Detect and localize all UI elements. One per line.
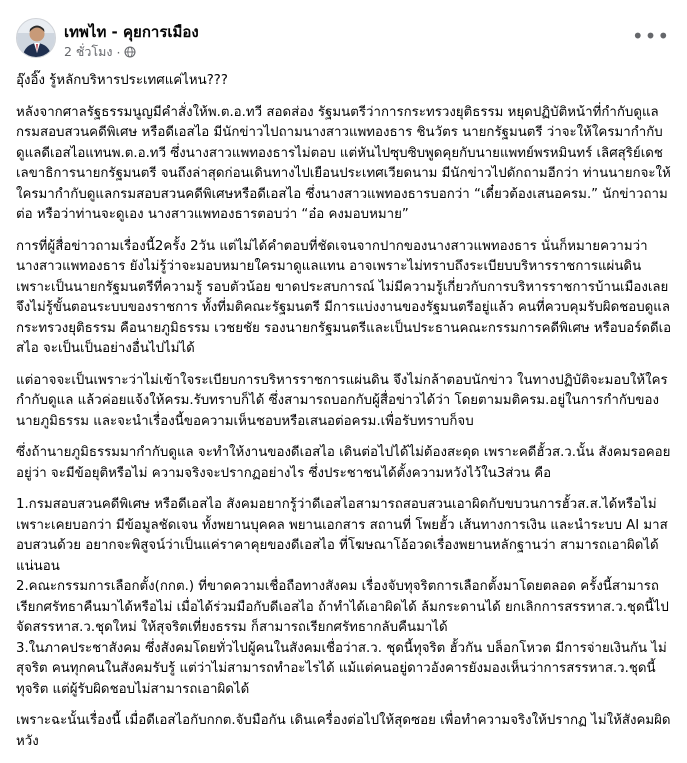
post-header <box>16 18 671 62</box>
post-paragraph: แต่อาจจะเป็นเพราะว่าไม่เข้าใจระเบียบการบริหารราชการแผ่นดิน จึงไม่กล้าตอบนักข่าว ในทางปฏิบัติจะมอบให้ใครกำกับดูแล แล้วค่อยแจ้งให้ครม.รับทราบก็ได้ ซึ่งสามารถบอกกับผู้สื่อข่าวได้ว่า โดยตามมติครม.อยู่ในการกำกับของนายภูมิธรรม และจะนำเรื่องนี้ขอความเห็นชอบหรือเสนอต่อครม.เพื่อรับทราบก็จบ <box>16 372 668 429</box>
post-closing: เพราะฉะนั้นเรื่องนี้ เมื่อดีเอสไอกับกกต.จับมือกัน เดินเครื่องต่อไปให้สุดซอย เพื่อทำความจริงให้ปรากฏ ไม่ให้สังคมผิดหวัง <box>16 713 671 749</box>
list-item: 2.คณะกรรมการเลือกตั้ง(กกต.) ที่ขาดความเชื่อถือทางสังคม เรื่องจับทุจริตการเลือกตั้งมาโดยตลอด ครั้งนี้สามารถเรียกศรัทธาคืนมาได้หรือไม่ เมื่อได้ร่วมมือกับดีเอสไอ ถ้าทำได้เอาผิดได้ ล้มกระดานได้ ยกเลิกการสรรหาส.ว.ชุดนี้ไป จัดสรรหาส.ว.ชุดใหม่ ให้สุจริตเที่ยงธรรม ก็สามารถเรียกศรัทธากลับคืนมาได้ <box>16 579 669 635</box>
post-paragraph: หลังจากศาลรัฐธรรมนูญมีคำสั่งให้พ.ต.อ.ทวี สอดส่อง รัฐมนตรีว่าการกระทรวงยุติธรรม หยุดปฏิบัติหน้าที่กำกับดูแลกรมสอบสวนคดีพิเศษ หรือดีเอสไอ มีนักข่าวไปถามนางสาวแพทองธาร ชินวัตร นายกรัฐมนตรี ว่าจะให้ใครมากำกับดูแลดีเอสไอแทนพ.ต.อ.ทวี ซึ่งนางสาวแพทองธารไม่ตอบ แต่หันไปซุบซิบพูดคุยกับนายแพทย์พรหมินทร์ เลิศสุริย์เดช เลขาธิการนายกรัฐมนตรี จนถึงล่าสุดก่อนเดินทางไปเยือนประเทศเวียดนาม มีนักข่าวไปดักถามอีกว่า ท่านนายกจะให้ใครมากำกับดูแลกรมสอบสวนคดีพิเศษหรือดีเอสไอ ซึ่งนางสาวแพทองธารบอกว่า “เดี๋ยวต้องเสนอครม.” นักข่าวถามต่อ หรือว่าท่านจะดูเอง นางสาวแพทองธารตอบว่า “อ๋อ คงมอบหมาย” <box>16 104 671 222</box>
post-timestamp[interactable]: 2 ชั่วโมง <box>64 44 113 59</box>
post-paragraph: ซึ่งถ้านายภูมิธรรมมากำกับดูแล จะทำให้งานของดีเอสไอ เดินต่อไปได้ไม่ต้องสะดุด เพราะคดีฮั้วส.ว.นั้น สังคมรอคอยอยู่ว่า จะมีข้อยุติหรือไม่ ความจริงจะปรากฏอย่างไร ซึ่งประชาชนได้ตั้งความหวังไว้ใน3ส่วน คือ <box>16 445 671 481</box>
list-item: 1.กรมสอบสวนคดีพิเศษ หรือดีเอสไอ สังคมอยากรู้ว่าดีเอสไอสามารถสอบสวนเอาผิดกับขบวนการฮั้วส.ส.ได้หรือไม่ เพราะเคยบอกว่า มีข้อมูลชัดเจน ทั้งพยานบุคคล พยานเอกสาร สถานที่ โพยฮั้ว เส้นทางการเงิน และนำระบบ AI มาสอบสวนด้วย อยากจะพิสูจน์ว่าเป็นแค่ราคาคุยของดีเอสไอ ที่โฆษณาโอ้อวดเรื่องพยานหลักฐานว่า สามารถเอาผิดได้แน่นอน <box>16 497 668 574</box>
expectation-list <box>16 495 673 700</box>
list-item: 3.ในภาคประชาสังคม ซึ่งสังคมโดยทั่วไปผู้คนในสังคมเชื่อว่าส.ว. ชุดนี้ทุจริต ฮั้วกัน บล็อกโหวต มีการจ่ายเงินกัน ไม่สุจริต คนทุกคนในสังคมรับรู้ แต่ว่าไม่สามารถทำอะไรได้ แม้แต่คนอยู่ดาวอังคารยังมองเห็นว่าการสรรหาส.ว.ชุดนี้ทุจริต แต่ผู้รับผิดชอบไม่สามารถเอาผิดได้ <box>16 640 667 697</box>
more-options-icon[interactable]: ••• <box>631 24 671 48</box>
avatar-image <box>17 19 56 58</box>
post-meta <box>64 42 136 62</box>
author-avatar[interactable] <box>16 18 56 58</box>
globe-icon[interactable] <box>124 46 136 58</box>
post-paragraph: การที่ผู้สื่อข่าวถามเรื่องนี้2ครั้ง 2วัน แต่ไม่ได้คำตอบที่ชัดเจนจากปากของนางสาวแพทองธาร นั่นก็หมายความว่านางสาวแพทองธาร ยังไม่รู้ว่าจะมอบหมายใครมาดูแลแทน อาจเพราะไม่ทราบถึงระเบียบบริหารราชการแผ่นดิน เพราะเป็นนายกรัฐมนตรีที่ความรู้ รอบตัวน้อย ขาดประสบการณ์ ไม่มีความรู้เกี่ยวกับการบริหารราชการบ้านเมืองเลย จึงไม่รู้ขั้นตอนระบบของราชการ ทั้งที่มติคณะรัฐมนตรี มีการแบ่งงานของรัฐมนตรีอยู่แล้ว คนที่ควบคุมรับผิดชอบดูแลกระทรวงยุติธรรม คือนายภูมิธรรม เวชยชัย รองนายกรัฐมนตรีและเป็นประธานคณะกรรมการคดีพิเศษ หรือบอร์ดดีเอสไอ จะเป็นเป็นอย่างอื่นไปไม่ได้ <box>16 238 672 356</box>
post-body <box>16 71 673 763</box>
author-name[interactable]: เทพไท - คุยการเมือง <box>64 23 199 41</box>
meta-separator: · <box>116 44 121 60</box>
post-headline: อุ๊งอิ๊ง รู้หลักบริหารประเทศแค่ไหน??? <box>16 73 228 88</box>
